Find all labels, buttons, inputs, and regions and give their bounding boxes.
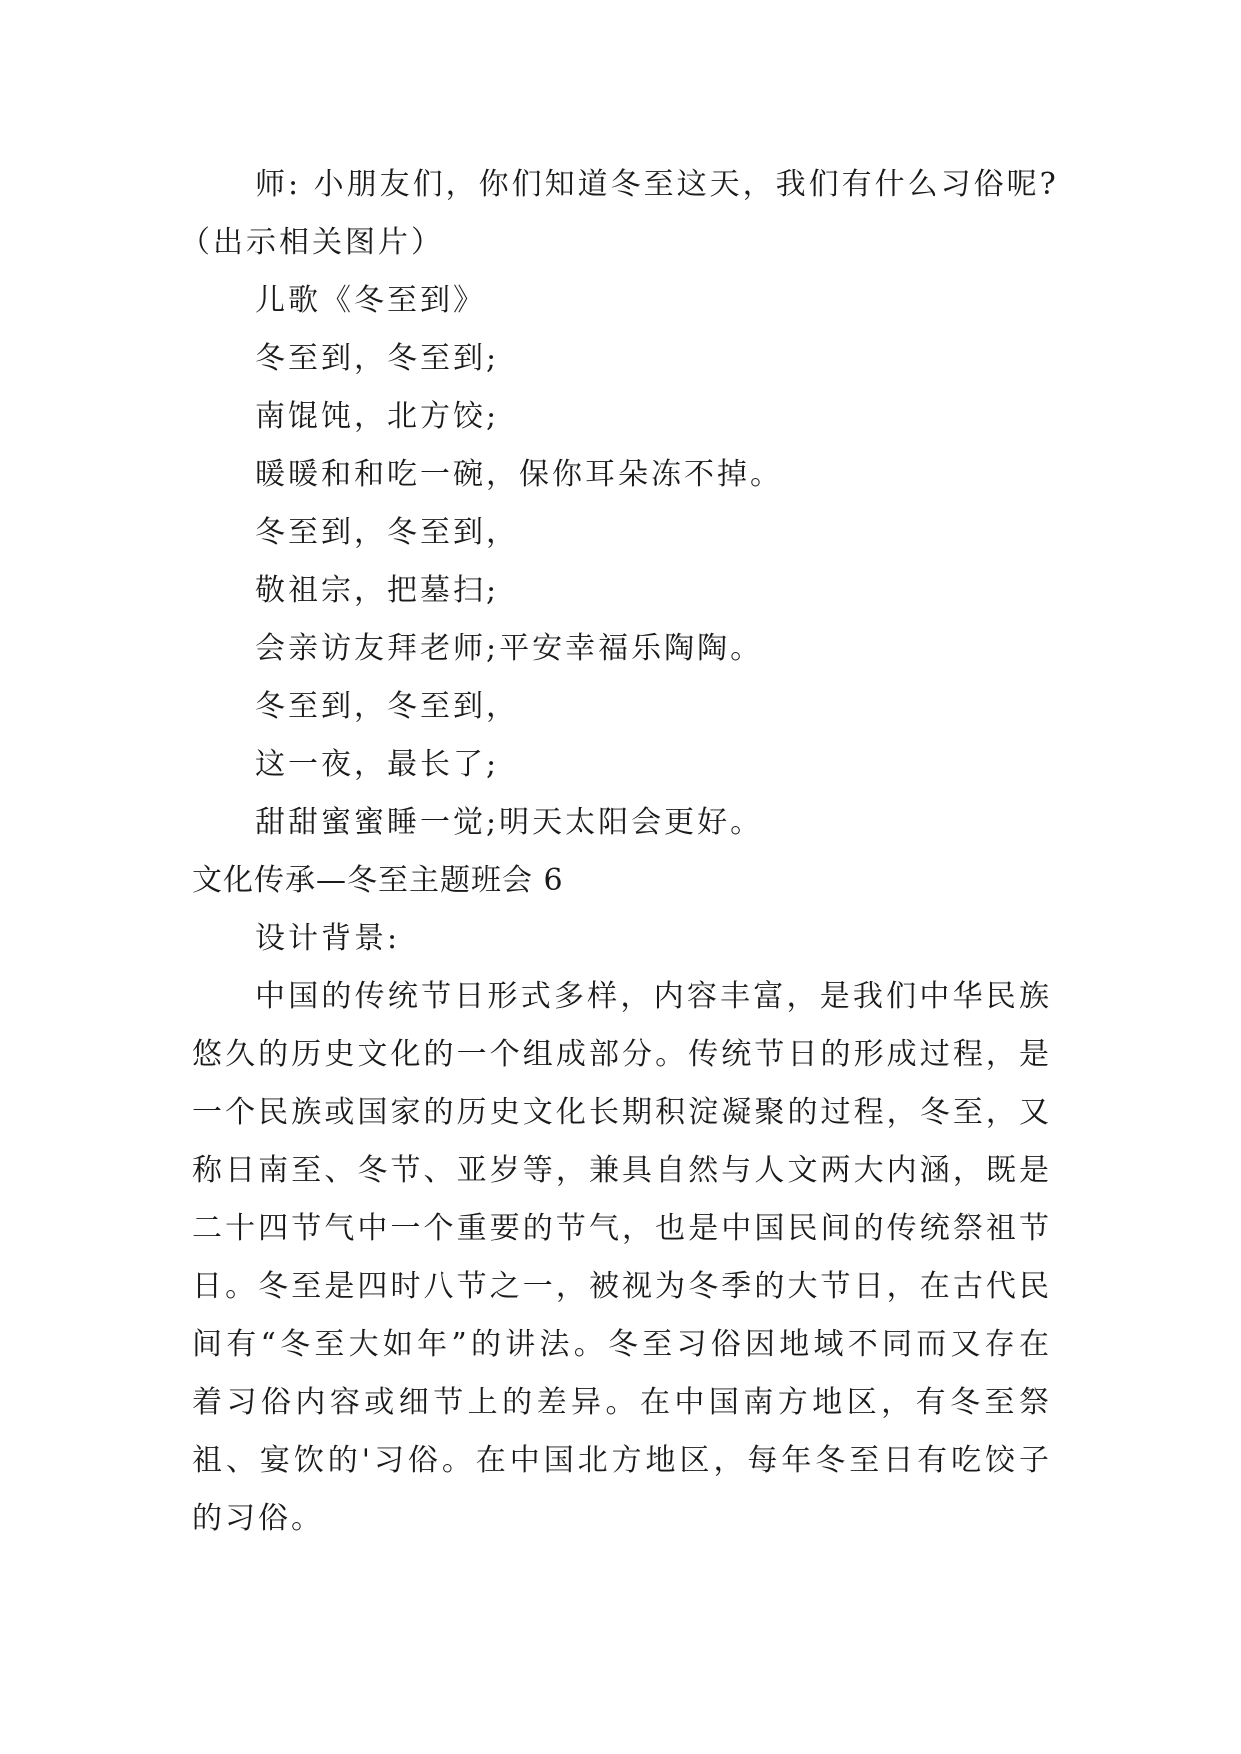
song-line: 冬至到，冬至到; <box>255 341 500 376</box>
song-line: 冬至到，冬至到， <box>255 689 519 724</box>
subheading: 设计背景: <box>255 921 401 956</box>
song-line: 暖暖和和吃一碗，保你耳朵冻不掉。 <box>255 457 783 492</box>
song-line: 冬至到，冬至到， <box>255 515 519 550</box>
song-line: 这一夜，最长了; <box>255 747 500 782</box>
song-title: 儿歌《冬至到》 <box>255 283 486 318</box>
body-paragraph: 中国的传统节日形式多样，内容丰富，是我们中华民族悠久的历史文化的一个组成部分。传统节日的形成过程，是一个民族或国家的历史文化长期积淀凝聚的过程，冬至，又称日南至、冬节、亚岁等，兼具自然与人文两大内涵，既是二十四节气中一个重要的节气，也是中国民间的传统祭祖节日。冬至是四时八节之一，被视为冬季的大节日，在古代民间有“冬至大如年”的讲法。冬至习俗因地域不同而又存在着习俗内容或细节上的差异。在中国南方地区，有冬至祭祖、宴饮的'习俗。在中国北方地区，每年冬至日有吃饺子的习俗。 <box>192 979 1052 1536</box>
text-line-show-pictures: （出示相关图片） <box>180 225 444 260</box>
song-line: 敬祖宗，把墓扫; <box>255 573 500 608</box>
text-line-teacher-question: 师: 小朋友们，你们知道冬至这天，我们有什么习俗呢? <box>255 167 1059 202</box>
song-line: 会亲访友拜老师;平安幸福乐陶陶。 <box>255 631 764 666</box>
section-heading: 文化传承—冬至主题班会 6 <box>192 863 564 898</box>
song-line: 南馄饨，北方饺; <box>255 399 500 434</box>
song-line: 甜甜蜜蜜睡一觉;明天太阳会更好。 <box>255 805 764 840</box>
